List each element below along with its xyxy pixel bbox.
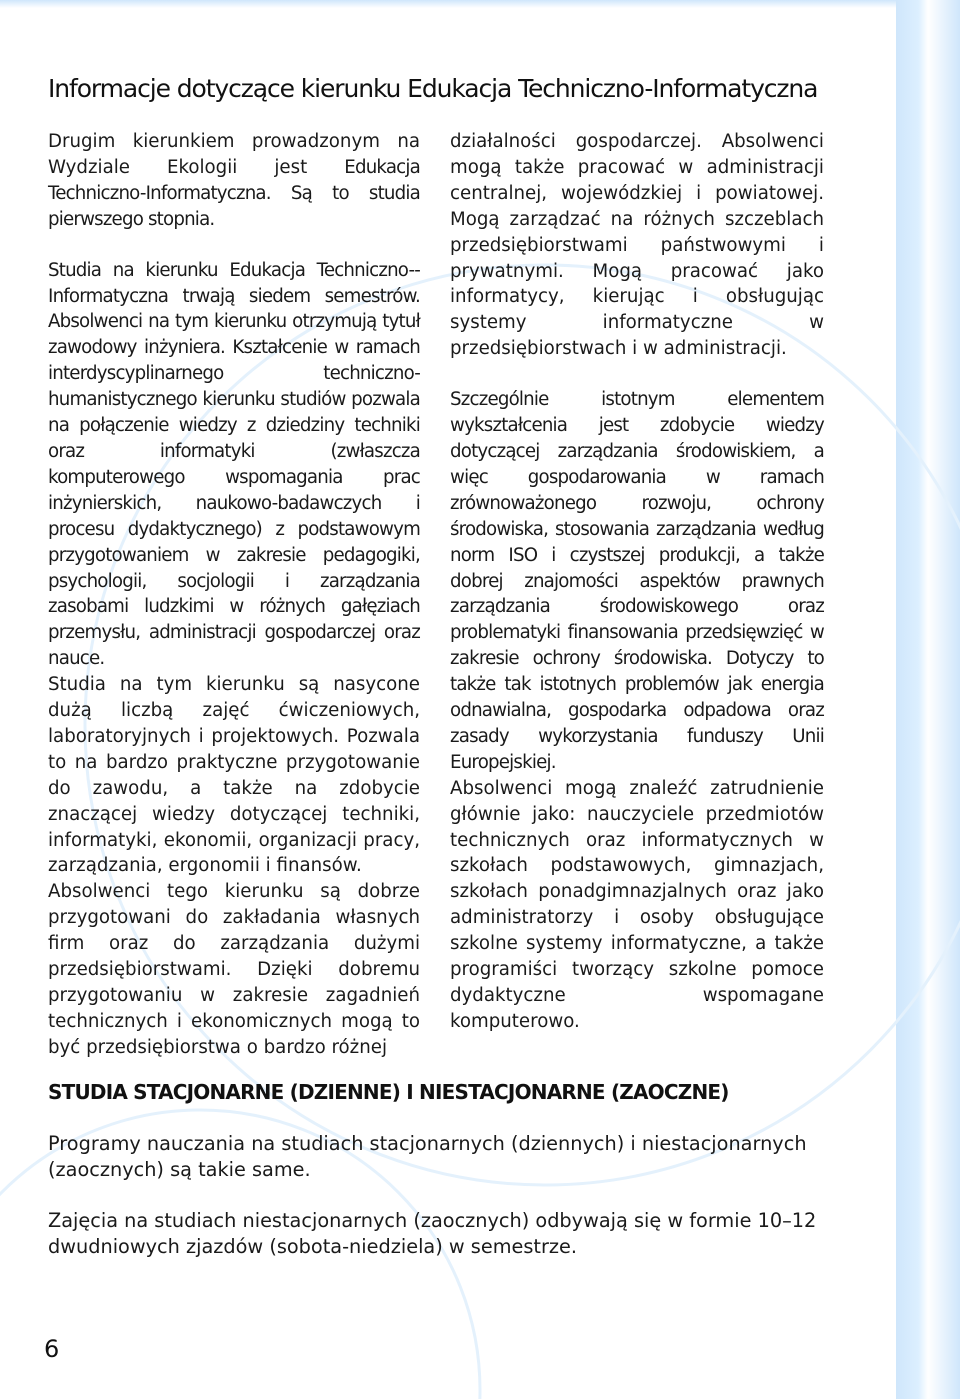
employment-paragraph: działalności gospodarczej. Absolwenci mogą także pracować w administracji centralnej, wojewódzkiej i powiatowej. Mogą zarządzać na różnych szczeblach przedsiębiorstwami państwowymi i prywatnymi. Mogą pracować jako informatycy, kierując i obsługując systemy informatyczne w przedsiębiorstwach i w administracji.: [450, 131, 824, 360]
jobs-paragraph: Absolwenci mogą znaleźć zatrudnienie głównie jako: nauczyciele przedmiotów technicznych oraz informatycznych w szkołach podstawowych, gimnazjach, szkołach ponadgimnazjalnych oraz jako administratorzy i osoby obsługujące szkolne systemy informatyczne, a także programiści tworzący szkolne pomoce dydaktyczne wspomagane komputerowo.: [450, 777, 824, 1032]
left-column: [48, 129, 420, 1061]
program-name-highlight: Edukacja Techniczno--Informatyczna: [48, 259, 420, 307]
programs-paragraph: Programy nauczania na studiach stacjonarnych (dziennych) i niestacjonarnych (zaocznych) są takie same.: [48, 1132, 807, 1181]
environment-paragraph: Szczególnie istotnym elementem wykształcenia jest zdobycie wiedzy dotyczącej zarządzania środowiskiem, a więc gospodarowania w ramach zrównoważonego rozwoju, ochrony środowiska, stosowania zarządzania według norm ISO i czystszej produkcji, a także dobrej znajomości aspektów prawnych zarządzania środowiskowego oraz problematyki finansowania przedsięwzięć w zakresie ochrony środowiska. Dotyczy to także tak istotnych problemów jak energia odnawialna, gospodarka odpadowa oraz zasady wykorzystania funduszy Unii Europejskiej.: [450, 389, 824, 773]
program-name-highlight: Edukacja Techniczno-Informatyczna: [48, 156, 420, 204]
right-decorative-stripe: [896, 0, 960, 1399]
section-heading: STUDIA STACJONARNE (DZIENNE) I NIESTACJONARNE (ZAOCZNE): [48, 1080, 729, 1104]
graduates-paragraph: Absolwenci tego kierunku są dobrze przygotowani do zakładania własnych firm oraz do zarządzania dużymi przedsiębiorstwami. Dzięki dobremu przygotowaniu w zakresie zagadnień technicznych i ekonomicznych mogą to być przedsiębiorstwa o bardzo różnej: [48, 881, 420, 1058]
page-title: Informacje dotyczące kierunku Edukacja Techniczno-Informatyczna: [48, 74, 818, 103]
practical-paragraph: Studia na tym kierunku są nasycone dużą liczbą zajęć ćwiczeniowych, laboratoryjnych i projektowych. Pozwala to na bardzo praktyczne przygotowanie do zawodu, a także na zdobycie znaczącej wiedzy dotyczącej techniki, informatyki, ekonomii, organizacji pracy, zarządzania, ergonomii i finansów.: [48, 674, 420, 877]
duration-paragraph: Studia na kierunku Edukacja Techniczno--Informatyczna trwają siedem semestrów. Absolwenci na tym kierunku otrzymują tytuł zawodowy inżyniera. Kształcenie w ramach interdyscyplinarnego techniczno-humanistycznego kierunku studiów pozwala na połączenie wiedzy z dziedziny techniki oraz informatyki (zwłaszcza komputerowego wspomagania prac inżynierskich, naukowo-badawczych i procesu dydaktycznego) z podstawowym przygotowaniem w zakresie pedagogiki, psychologii, socjologii i zarządzania zasobami ludzkimi w różnych gałęziach przemysłu, administracji gospodarczej oraz nauce.: [48, 259, 420, 670]
top-decorative-band: [0, 0, 960, 8]
intro-paragraph: Drugim kierunkiem prowadzonym na Wydziale Ekologii jest Edukacja Techniczno-Informatyczna. Są to studia pierwszego stopnia.: [48, 131, 420, 230]
right-column: [450, 129, 824, 1035]
page-number: 6: [44, 1335, 60, 1363]
schedule-paragraph: Zajęcia na studiach niestacjonarnych (zaocznych) odbywają się w formie 10–12 dwudniowych zjazdów (sobota-niedziela) w semestrze.: [48, 1209, 817, 1258]
